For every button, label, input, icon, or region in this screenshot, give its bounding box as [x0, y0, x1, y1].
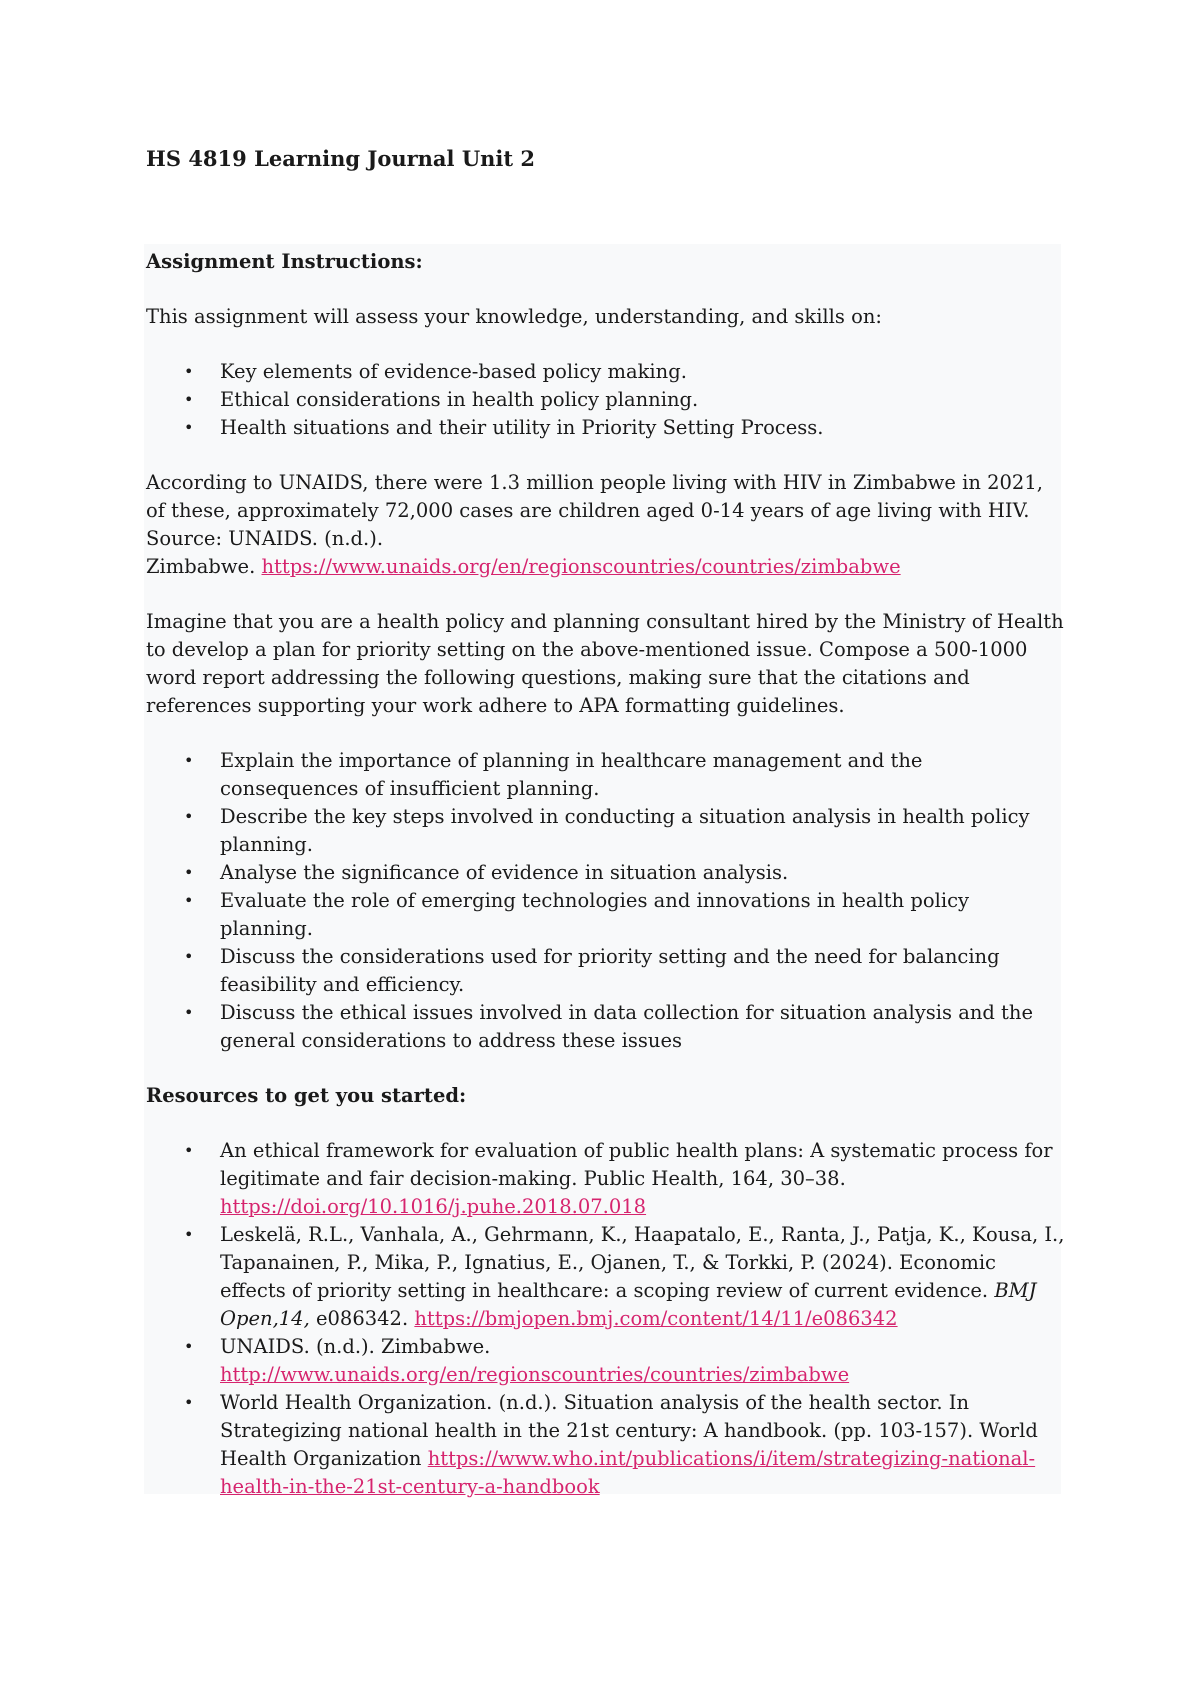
list-item: • UNAIDS. (n.d.). Zimbabwe. http://www.unaids.org/en/regionscountries/countries/zimbabwe	[184, 1335, 850, 1386]
list-item: • Ethical considerations in health policy planning.	[146, 386, 1066, 414]
page-title: HS 4819 Learning Journal Unit 2	[146, 146, 536, 171]
list-item: • World Health Organization. (n.d.). Situation analysis of the health sector. In Strategizing national health in the 21st century: A handbook. (pp. 103-157). World Health Organization https://www.who.int/publications/i/item/strategizing-national-health-in-the-21st-century-a-handbook	[184, 1391, 1038, 1498]
bullet-icon: •	[184, 751, 194, 770]
resources-list	[146, 1137, 1066, 1501]
list-item: • Analyse the significance of evidence in situation analysis.	[146, 859, 1066, 887]
list-item: • An ethical framework for evaluation of public health plans: A systematic process for legitimate and fair decision-making. Public Health, 164, 30–38. https://doi.org/10.1016/j.puhe.2018.07.018	[184, 1139, 1053, 1218]
context-paragraph: According to UNAIDS, there were 1.3 million people living with HIV in Zimbabwe in 2021, of these, approximately 72,000 cases are children aged 0-14 years of age living with HIV. Source: UNAIDS. (n.d.). Zimbabwe. https://www.unaids.org/en/regionscountries/countries/zimbabwe	[146, 471, 1043, 578]
list-item: • Explain the importance of planning in healthcare management and the consequences of insufficient planning.	[184, 749, 923, 800]
list-item: • Discuss the considerations used for priority setting and the need for balancing feasibility and efficiency.	[184, 945, 1000, 996]
unaids-resource-link[interactable]: http://www.unaids.org/en/regionscountries/countries/zimbabwe	[220, 1363, 850, 1386]
unaids-link[interactable]: https://www.unaids.org/en/regionscountries/countries/zimbabwe	[261, 555, 901, 578]
intro-text: This assignment will assess your knowledge, understanding, and skills on:	[146, 305, 882, 328]
bullet-icon: •	[184, 390, 194, 409]
list-item: • Discuss the ethical issues involved in data collection for situation analysis and the general considerations to address these issues	[184, 1001, 1033, 1052]
list-item: • Leskelä, R.L., Vanhala, A., Gehrmann, K., Haapatalo, E., Ranta, J., Patja, K., Kousa, I., Tapanainen, P., Mika, P., Ignatius, E., Ojanen, T., & Torkki, P. (2024). Economic effects of priority setting in healthcare: a scoping review of current evidence. BMJ Open,14, e086342. https://bmjopen.bmj.com/content/14/11/e086342	[184, 1223, 1065, 1330]
bullet-icon: •	[184, 947, 194, 966]
bullet-icon: •	[184, 1225, 194, 1244]
list-item: • Describe the key steps involved in conducting a situation analysis in health policy planning.	[184, 805, 1030, 856]
task-paragraph: Imagine that you are a health policy and planning consultant hired by the Ministry of Health to develop a plan for priority setting on the above-mentioned issue. Compose a 500-1000 word report addressing the following questions, making sure that the citations and references supporting your work adhere to APA formatting guidelines.	[146, 610, 1064, 717]
list-item: • Key elements of evidence-based policy making.	[146, 358, 1066, 386]
bullet-icon: •	[184, 418, 194, 437]
bullet-icon: •	[184, 807, 194, 826]
bullet-icon: •	[184, 1393, 194, 1412]
bullet-icon: •	[184, 1141, 194, 1160]
instructions-heading: Assignment Instructions:	[146, 250, 423, 273]
skills-list	[146, 358, 1066, 442]
instructions-content	[146, 248, 1066, 1501]
bullet-icon: •	[184, 1337, 194, 1356]
bullet-icon: •	[184, 891, 194, 910]
who-link[interactable]: https://www.who.int/publications/i/item/strategizing-national-health-in-the-21st-century-a-handbook	[220, 1447, 1036, 1498]
list-item: • Evaluate the role of emerging technologies and innovations in health policy planning.	[184, 889, 970, 940]
bullet-icon: •	[184, 1003, 194, 1022]
list-item: • Health situations and their utility in Priority Setting Process.	[146, 414, 1066, 442]
questions-list	[146, 747, 1066, 1055]
resources-heading: Resources to get you started:	[146, 1084, 467, 1107]
bullet-icon: •	[184, 863, 194, 882]
bmjopen-link[interactable]: https://bmjopen.bmj.com/content/14/11/e086342	[414, 1307, 898, 1330]
bullet-icon: •	[184, 362, 194, 381]
doi-link[interactable]: https://doi.org/10.1016/j.puhe.2018.07.018	[220, 1195, 647, 1218]
